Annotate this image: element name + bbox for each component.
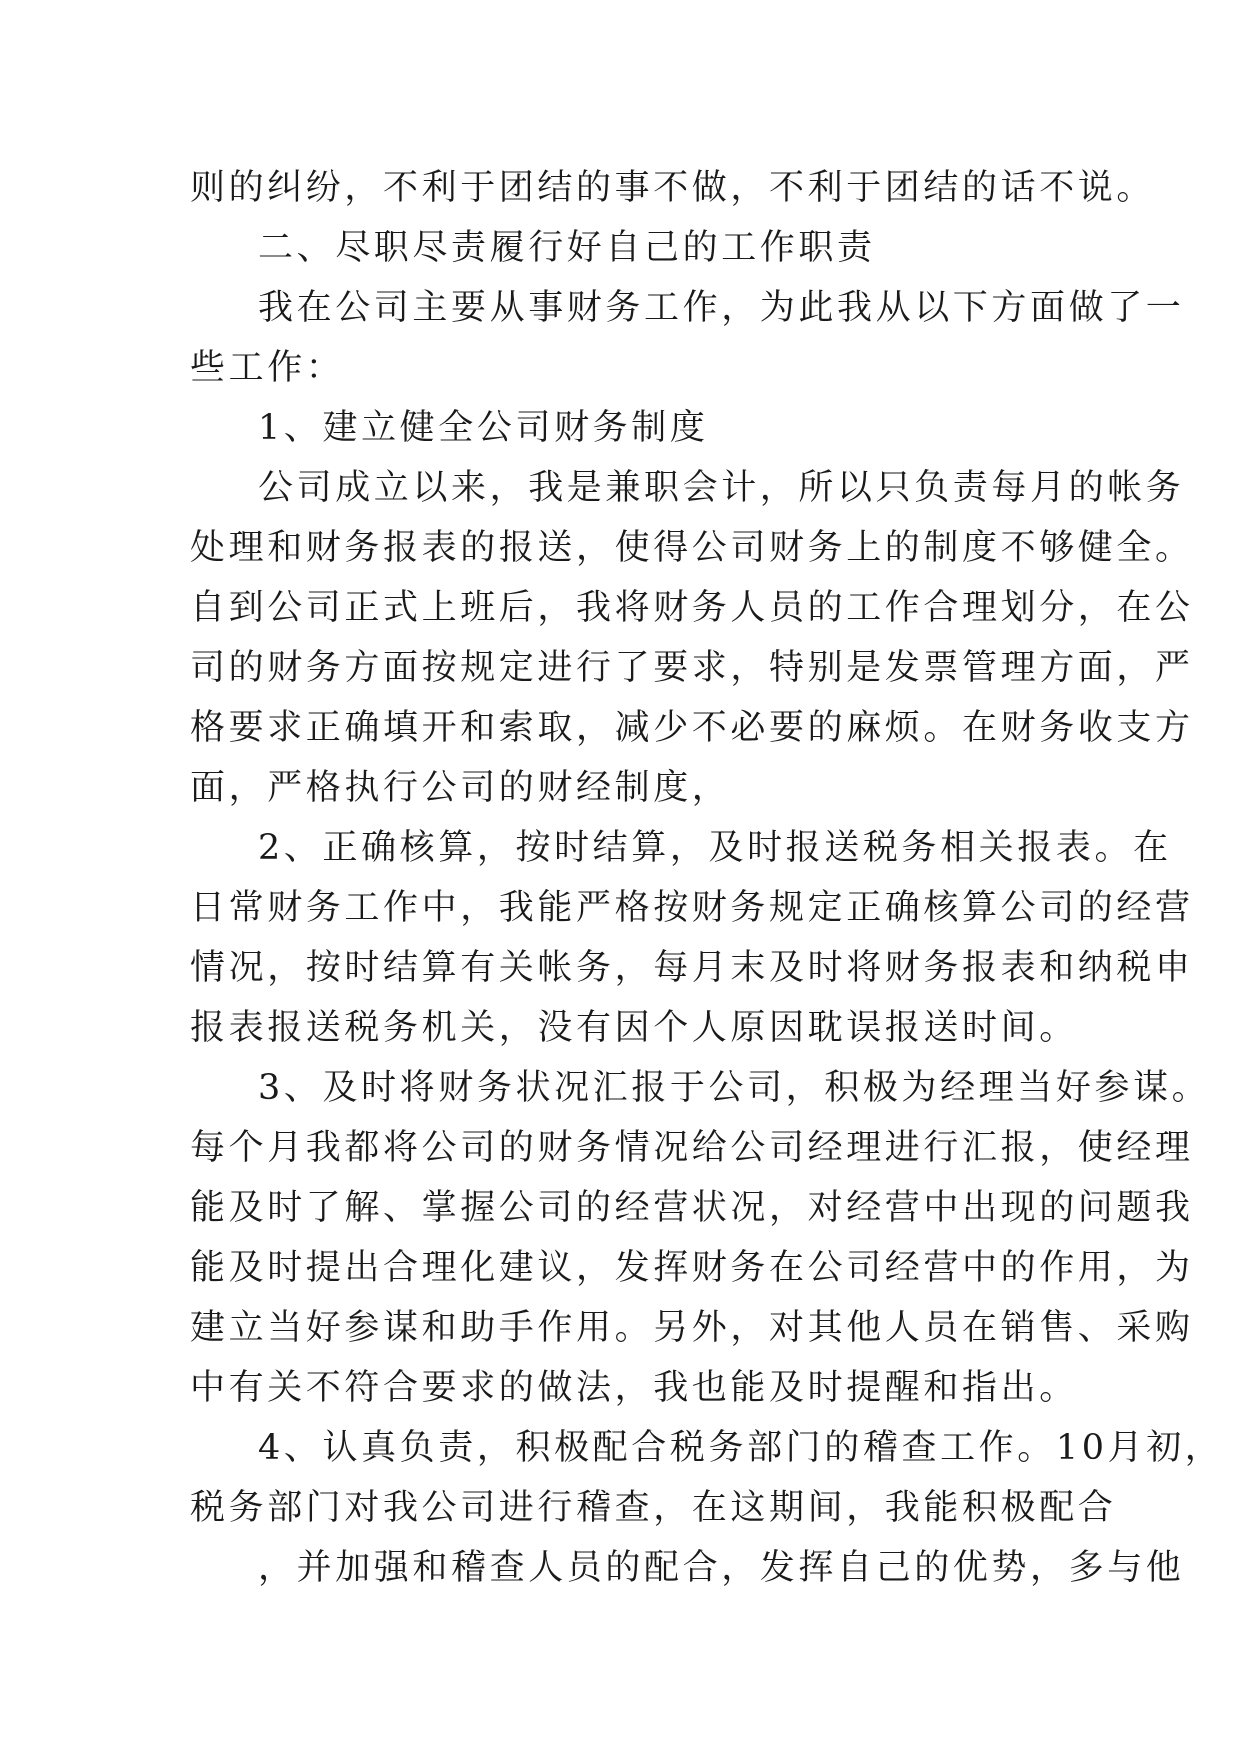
text-line: 司的财务方面按规定进行了要求，特别是发票管理方面，严 bbox=[190, 648, 1194, 688]
text-line: 情况，按时结算有关帐务，每月末及时将财务报表和纳税申 bbox=[190, 948, 1194, 988]
text-line: 则的纠纷，不利于团结的事不做，不利于团结的话不说。 bbox=[190, 168, 1156, 208]
text-line: 每个月我都将公司的财务情况给公司经理进行汇报，使经理 bbox=[190, 1128, 1194, 1168]
text-line: 公司成立以来，我是兼职会计，所以只负责每月的帐务 bbox=[258, 468, 1185, 508]
text-line: 中有关不符合要求的做法，我也能及时提醒和指出。 bbox=[190, 1368, 1078, 1408]
text-line: 面，严格执行公司的财经制度， bbox=[190, 768, 731, 808]
text-line: 税务部门对我公司进行稽查，在这期间，我能积极配合 bbox=[190, 1488, 1117, 1528]
text-line: 能及时了解、掌握公司的经营状况，对经营中出现的问题我 bbox=[190, 1188, 1194, 1228]
section-heading: 二、尽职尽责履行好自己的工作职责 bbox=[258, 228, 876, 268]
text-line: 报表报送税务机关，没有因个人原因耽误报送时间。 bbox=[190, 1008, 1078, 1048]
text-line: ，并加强和稽查人员的配合，发挥自己的优势，多与他 bbox=[258, 1548, 1185, 1588]
text-line: 2、正确核算，按时结算，及时报送税务相关报表。在 bbox=[258, 828, 1172, 868]
text-line: 处理和财务报表的报送，使得公司财务上的制度不够健全。 bbox=[190, 528, 1194, 568]
text-line: 些工作： bbox=[190, 348, 345, 388]
text-line: 4、认真负责，积极配合税务部门的稽查工作。10月初， bbox=[258, 1428, 1224, 1468]
text-line: 日常财务工作中，我能严格按财务规定正确核算公司的经营 bbox=[190, 888, 1194, 928]
text-line: 建立当好参谋和助手作用。另外，对其他人员在销售、采购 bbox=[190, 1308, 1194, 1348]
text-line: 我在公司主要从事财务工作，为此我从以下方面做了一 bbox=[258, 288, 1185, 328]
text-line: 格要求正确填开和索取，减少不必要的麻烦。在财务收支方 bbox=[190, 708, 1194, 748]
text-line: 自到公司正式上班后，我将财务人员的工作合理划分，在公 bbox=[190, 588, 1194, 628]
text-line: 3、及时将财务状况汇报于公司，积极为经理当好参谋。 bbox=[258, 1068, 1211, 1108]
subsection-heading: 1、建立健全公司财务制度 bbox=[258, 408, 709, 448]
text-line: 能及时提出合理化建议，发挥财务在公司经营中的作用，为 bbox=[190, 1248, 1194, 1288]
